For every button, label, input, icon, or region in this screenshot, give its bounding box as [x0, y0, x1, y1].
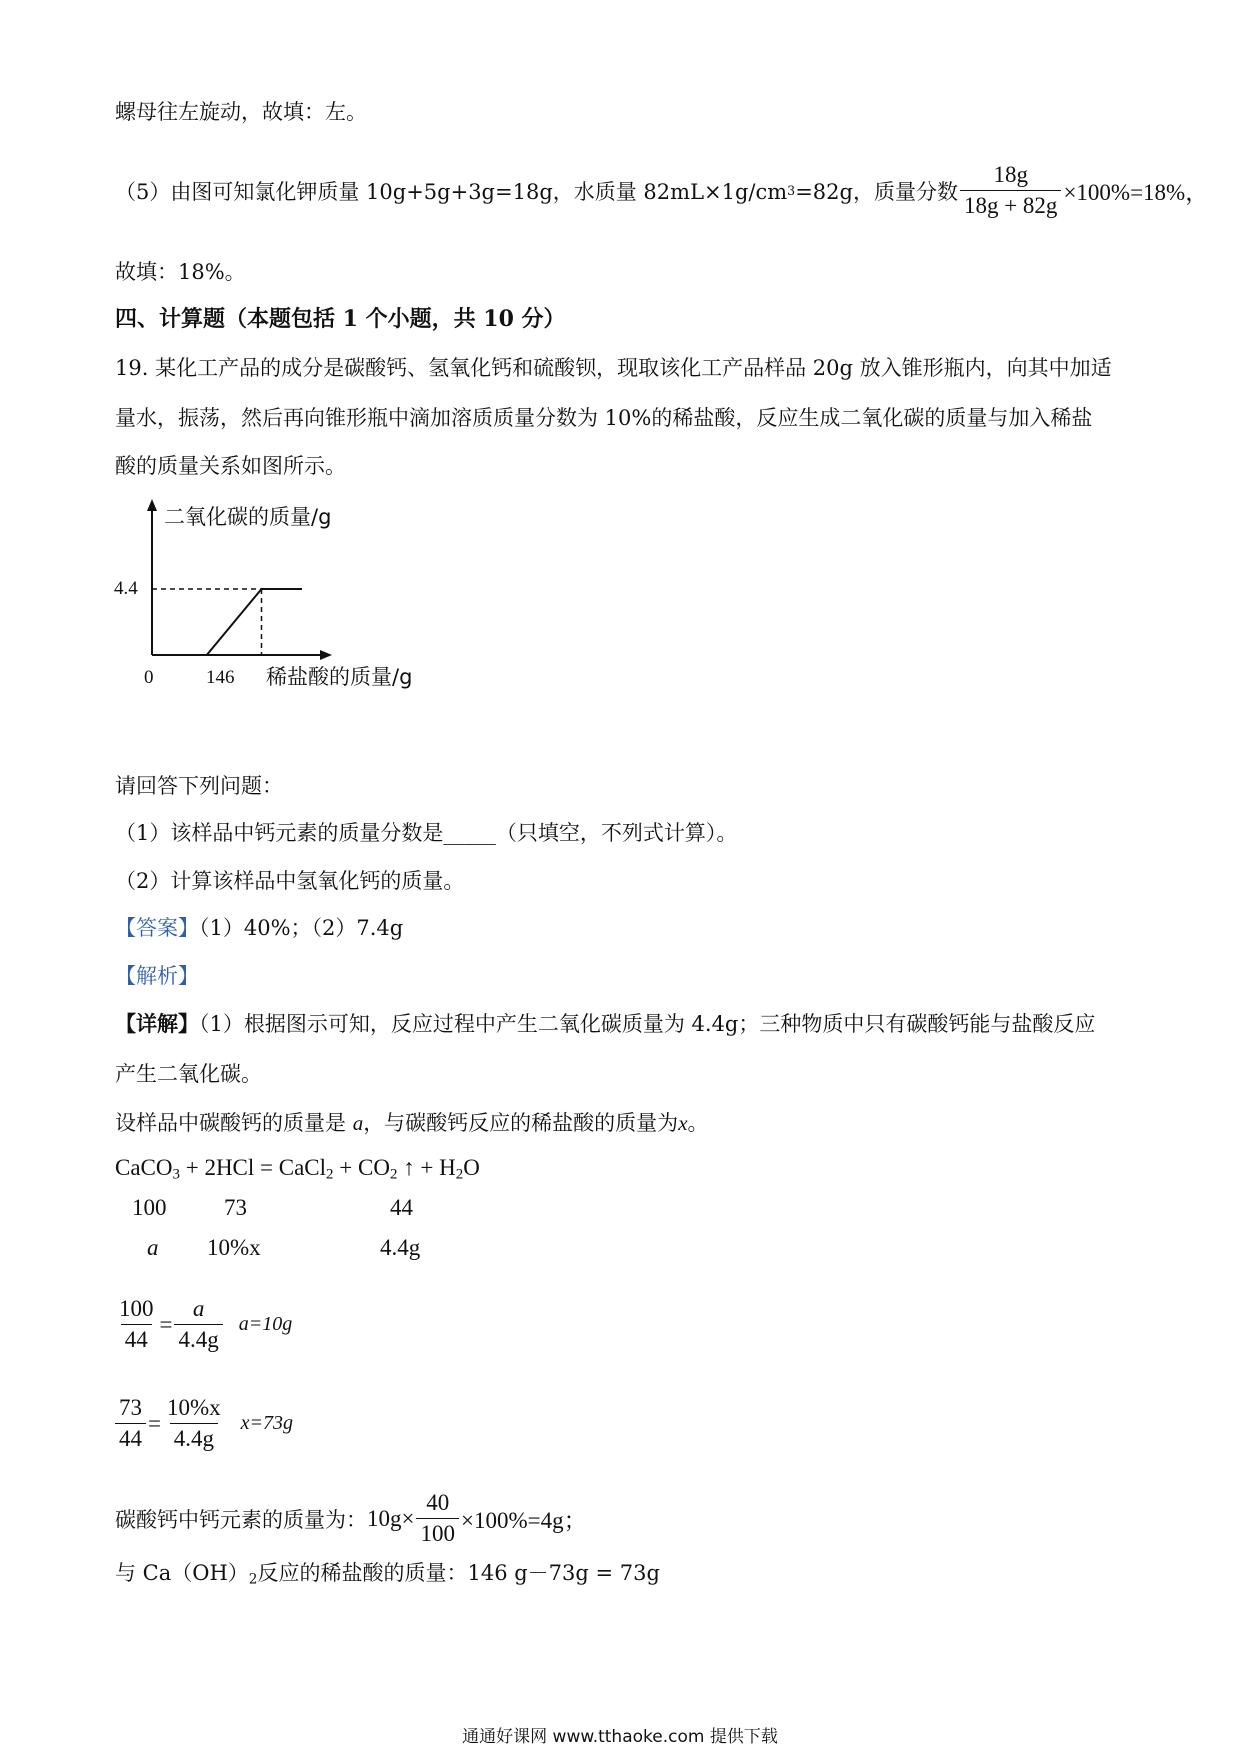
prop2-equals: =	[148, 1410, 161, 1436]
p2-fraction	[960, 162, 1061, 219]
x-axis-arrow	[320, 650, 332, 660]
eq-var-a: a	[147, 1235, 159, 1260]
p2-frac-den: 18g + 82g	[960, 190, 1061, 219]
eq-var-10x: 10%x	[207, 1235, 261, 1260]
calcium-mass-line	[115, 1490, 587, 1547]
prop1-n2: a	[192, 1296, 205, 1321]
eq-sub-3: 2	[389, 1166, 398, 1183]
ask-line: 请回答下列问题：	[115, 774, 283, 798]
last-line	[115, 1557, 660, 1587]
detail-line-2: 产生二氧化碳。	[115, 1062, 262, 1086]
eq-part-3: + CO	[333, 1155, 390, 1180]
analysis-tag: 【解析】	[115, 964, 199, 988]
ca-fraction	[416, 1490, 459, 1547]
p2-tail: ×100%=18%，	[1063, 180, 1209, 205]
setup-c: 。	[687, 1111, 709, 1135]
proportion-1	[113, 1296, 292, 1353]
detail-text-1: （1）根据图示可知，反应过程中产生二氧化碳质量为 4.4g；三种物质中只有碳酸钙能与盐酸反应	[199, 1012, 1096, 1036]
question-2: （2）计算该样品中氢氧化钙的质量。	[115, 869, 465, 893]
prop2-d2: 4.4g	[170, 1423, 218, 1452]
prop2-left	[115, 1395, 146, 1452]
ca-num: 40	[426, 1490, 450, 1515]
page-footer: 通通好课网 www.tthaoke.com 提供下载	[462, 1727, 778, 1747]
eq-var-4-4g: 4.4g	[380, 1235, 421, 1260]
eq-sub-1: 3	[172, 1166, 180, 1183]
prop1-d1: 44	[121, 1324, 152, 1353]
eq-mass-73: 73	[224, 1195, 247, 1220]
y-tick-4-4: 4.4	[114, 578, 138, 599]
series-line	[167, 589, 302, 655]
answer-tag: 【答案】	[115, 916, 199, 940]
paragraph-3: 故填：18%。	[115, 260, 246, 284]
section-title: 四、计算题（本题包括 1 个小题，共 10 分）	[115, 306, 566, 332]
answer-line	[115, 912, 403, 942]
prop1-right	[174, 1296, 222, 1353]
q19-line-1: 19. 某化工产品的成分是碳酸钙、氢氧化钙和硫酸钡，现取该化工产品样品 20g 放入锥形瓶内，向其中加适	[115, 356, 1112, 380]
prop1-equals: =	[159, 1311, 173, 1337]
eq-part-1: CaCO	[115, 1155, 173, 1180]
x-axis-label: 稀盐酸的质量/g	[266, 665, 413, 689]
eq-part-4: + H	[414, 1155, 456, 1180]
eq-sub-4: 2	[455, 1166, 464, 1183]
x-tick-146: 146	[206, 667, 235, 688]
prop1-n1: 100	[119, 1296, 154, 1321]
p2-sup: 3	[787, 183, 796, 198]
proportion-2	[113, 1395, 293, 1452]
prop2-result: x=73g	[240, 1412, 294, 1434]
prop2-n1: 73	[119, 1395, 142, 1420]
question-1: （1）该样品中钙元素的质量分数是_____（只填空，不列式计算）。	[115, 821, 738, 845]
prop2-d1: 44	[115, 1423, 146, 1452]
x-tick-0: 0	[144, 667, 154, 688]
co2-chart	[100, 495, 440, 700]
prop1-d2: 4.4g	[174, 1324, 222, 1353]
gas-arrow-icon: ↑	[397, 1155, 415, 1180]
setup-var-x: x	[678, 1111, 688, 1135]
y-axis-label: 二氧化碳的质量/g	[164, 505, 332, 529]
ca-pre: 10g×	[367, 1505, 415, 1531]
eq-sub-2: 2	[326, 1166, 334, 1183]
p2-text-b: =82g，质量分数	[795, 179, 958, 204]
chemical-equation	[115, 1155, 480, 1184]
prop2-right	[163, 1395, 225, 1452]
q19-line-2: 量水，振荡，然后再向锥形瓶中滴加溶质质量分数为 10%的稀盐酸，反应生成二氧化碳的质量与加入稀盐	[115, 406, 1093, 430]
answer-text: （1）40%；（2）7.4g	[199, 916, 404, 940]
p2-frac-num: 18g	[993, 162, 1028, 187]
prop1-left	[115, 1296, 158, 1353]
setup-var-a: a	[352, 1111, 364, 1135]
y-axis-arrow	[147, 499, 157, 511]
eq-part-5: O	[463, 1155, 480, 1180]
last-line-a: 与 Ca（OH）	[115, 1561, 249, 1585]
prop1-result: a=10g	[238, 1313, 293, 1335]
eq-mass-100: 100	[132, 1195, 167, 1220]
setup-b: ，与碳酸钙反应的稀盐酸的质量为	[363, 1111, 679, 1135]
eq-part-2: + 2HCl = CaCl	[179, 1155, 327, 1180]
ca-label: 碳酸钙中钙元素的质量为：	[115, 1507, 367, 1532]
detail-tag: 【详解】	[115, 1011, 199, 1036]
last-line-b: 反应的稀盐酸的质量：146 g－73g = 73g	[257, 1561, 660, 1585]
prop2-n2: 10%x	[166, 1395, 221, 1420]
p2-text-a: （5）由图可知氯化钾质量 10g+5g+3g=18g，水质量 82mL×1g/cm	[115, 179, 788, 204]
paragraph-1: 螺母往左旋动，故填：左。	[115, 100, 367, 124]
ca-post: ×100%=4g；	[460, 1508, 587, 1533]
last-line-sub: 2	[248, 1571, 258, 1588]
eq-mass-44: 44	[390, 1195, 413, 1220]
paragraph-2	[115, 162, 1208, 219]
ca-den: 100	[416, 1518, 459, 1547]
detail-line-1	[115, 1008, 1095, 1038]
q19-line-3: 酸的质量关系如图所示。	[115, 454, 346, 478]
setup-line	[115, 1107, 709, 1137]
setup-a: 设样品中碳酸钙的质量是	[115, 1111, 346, 1135]
